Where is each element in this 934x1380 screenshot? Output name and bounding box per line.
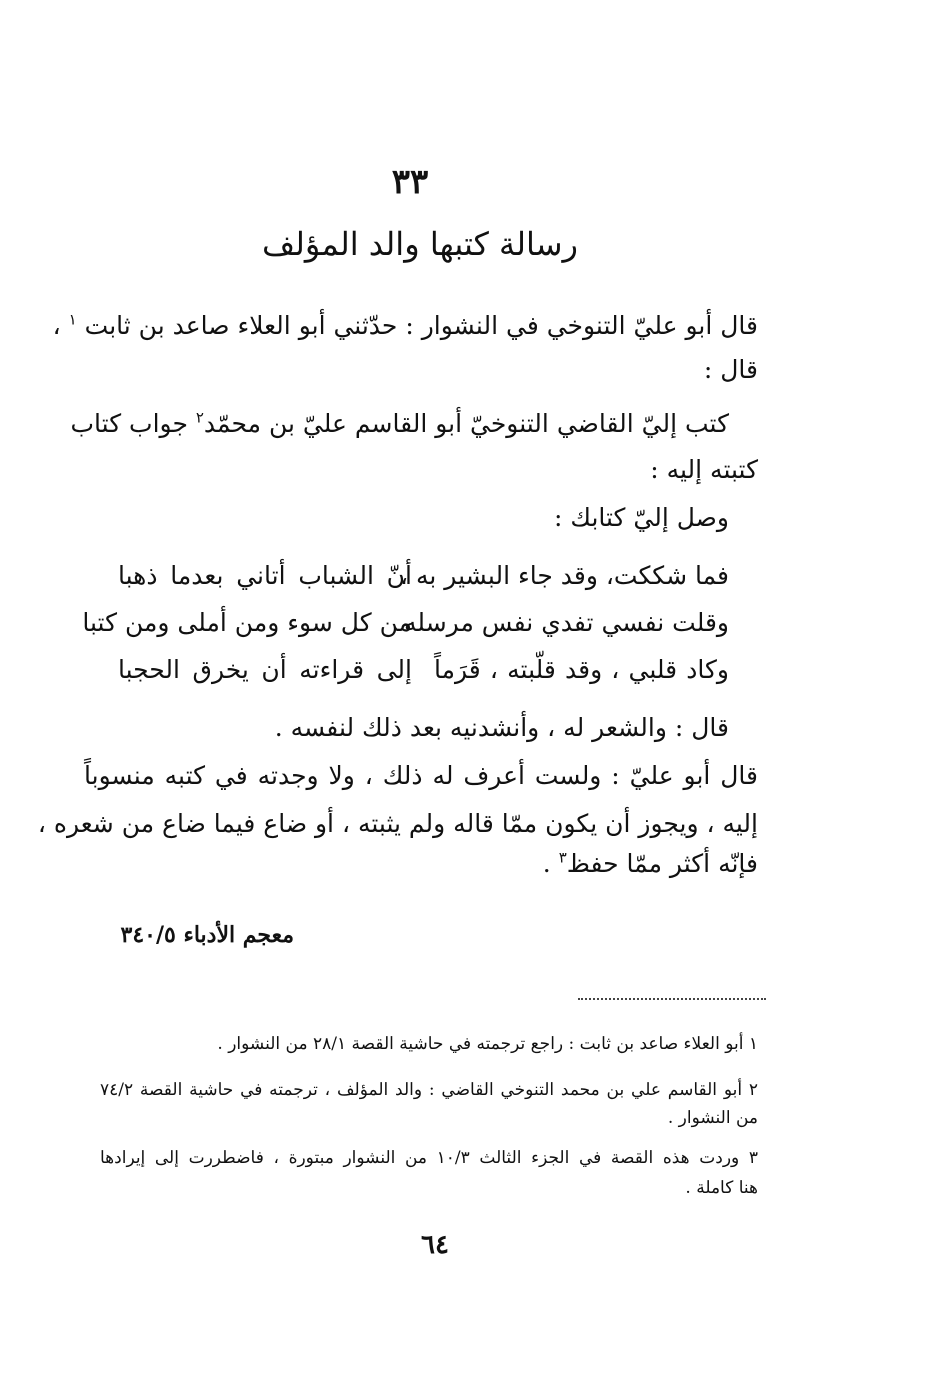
paragraph-4-line-1: قال : والشعر له ، وأنشدنيه بعد ذلك لنفسه . [274, 713, 729, 742]
text-run: ، [52, 311, 61, 340]
story-title: رسالة كتبها والد المؤلف [262, 225, 578, 263]
verse-3-first-hemistich: وكاد قلبي ، وقد قلّبته ، قَرَماً [434, 655, 729, 684]
verse-1 [0, 558, 934, 598]
footnote-3-line-1: ٣ وردت هذه القصة في الجزء الثالث ١٠/٣ من النشوار مبتورة ، فاضطررت إلى إيرادها [100, 1148, 758, 1168]
footnote-ref-1[interactable]: ١ [68, 310, 77, 329]
paragraph-3: وصل إليّ كتابك : [554, 503, 729, 532]
footnote-divider [578, 998, 766, 1000]
text-run: كتب إليّ القاضي التنوخيّ أبو القاسم عليّ بن محمّد [203, 409, 729, 438]
paragraph-2-line-2: كتبته إليه : [650, 455, 758, 484]
verse-3-second-hemistich: إلى قراءته أن يخرق الحجبا [118, 655, 412, 684]
paragraph-2-line-1 [70, 406, 729, 442]
footnote-2-line-2: من النشوار . [667, 1108, 758, 1128]
paragraph-5-line-1: قال أبو عليّ : ولست أعرف له ذلك ، ولا وجدته في كتبه منسوباً [84, 761, 758, 790]
paragraph-1-line-2: قال : [703, 355, 758, 384]
text-run: جواب كتاب [70, 409, 188, 438]
footnote-ref-2[interactable]: ٢ [195, 408, 204, 427]
paragraph-5-line-3 [543, 846, 758, 882]
footnote-2-line-1: ٢ أبو القاسم علي بن محمد التنوخي القاضي : والد المؤلف ، ترجمته في حاشية القصة ٧٤/٢ [100, 1080, 758, 1100]
verse-2-first-hemistich: وقلت نفسي تفدي نفس مرسله [404, 608, 729, 637]
story-number: ٣٣ [391, 162, 429, 202]
paragraph-5-line-2: إليه ، ويجوز أن يكون ممّا قاله ولم يثبته ، أو ضاع فيما ضاع من شعره ، [37, 809, 758, 838]
paragraph-1-line-1 [52, 308, 758, 344]
page-number: ٦٤ [421, 1230, 449, 1260]
text-run: . [542, 849, 551, 878]
source-citation: معجم الأدباء ٣٤٠/٥ [120, 922, 294, 948]
verse-2 [0, 605, 934, 645]
text-run: فإنّه أكثر ممّا حفظ [566, 849, 758, 878]
verse-1-first-hemistich: فما شككت، وقد جاء البشير به ، [399, 561, 729, 590]
text-run: قال أبو عليّ التنوخي في النشوار : حدّثني أبو العلاء صاعد بن ثابت [84, 311, 758, 340]
verse-2-second-hemistich: من كل سوء ومن أملى ومن كتبا [82, 608, 412, 637]
verse-3 [0, 652, 934, 692]
footnote-ref-3[interactable]: ٣ [558, 848, 567, 867]
footnote-3-line-2: هنا كاملة . [685, 1178, 758, 1198]
verse-1-second-hemistich: أنّ الشباب أتاني بعدما ذهبا [118, 561, 412, 590]
footnote-1: ١ أبو العلاء صاعد بن ثابت : راجع ترجمته في حاشية القصة ٢٨/١ من النشوار . [217, 1034, 758, 1054]
